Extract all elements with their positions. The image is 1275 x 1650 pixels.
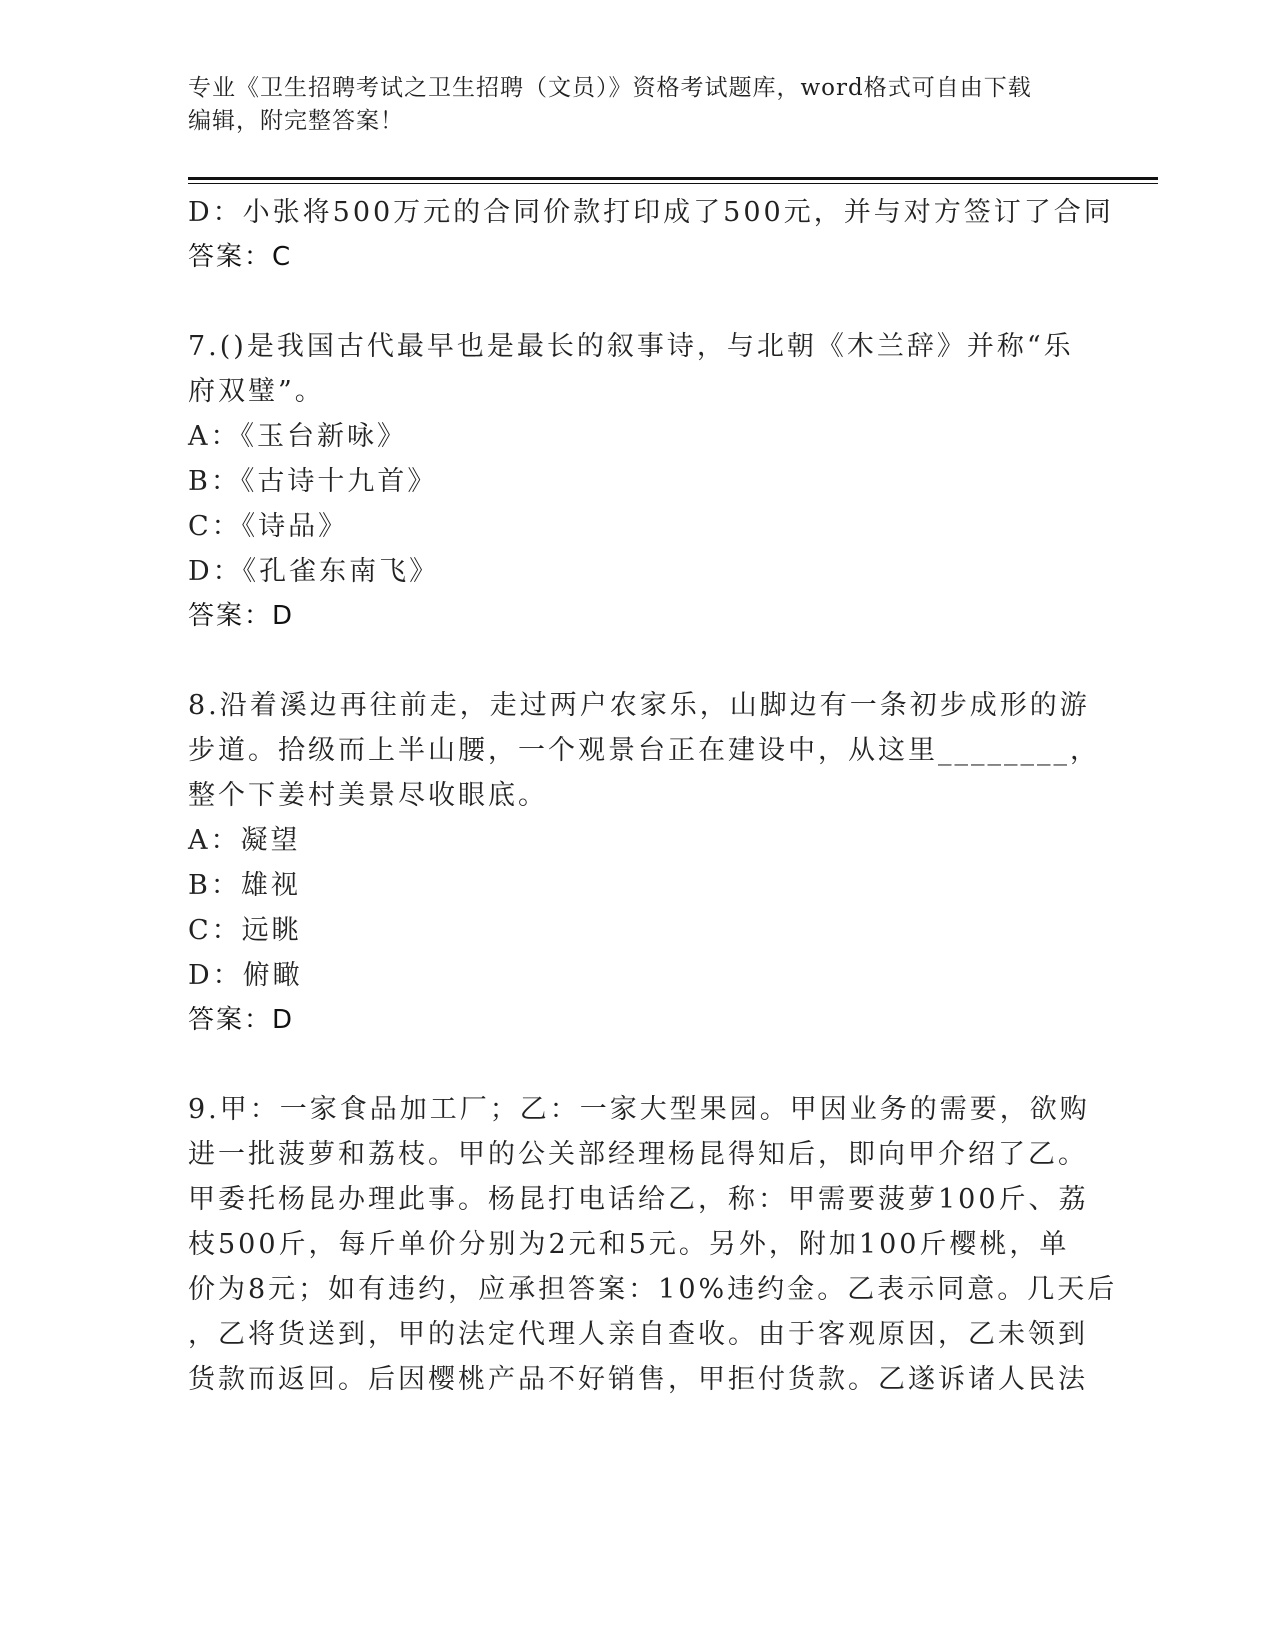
question-stem-line: ，乙将货送到，甲的法定代理人亲自查收。由于客观原因，乙未领到	[188, 1319, 1088, 1350]
option-d: D：小张将500万元的合同价款打印成了500元，并与对方签订了合同	[188, 197, 1114, 228]
question-stem-line: 9.甲：一家食品加工厂；乙：一家大型果园。甲因业务的需要，欲购	[188, 1094, 1090, 1125]
document-header	[188, 72, 1088, 138]
option-b: B：雄视	[188, 870, 301, 901]
header-line-2: 编辑，附完整答案！	[188, 108, 404, 134]
question-9	[188, 1087, 1118, 1402]
question-stem-line: 步道。拾级而上半山腰，一个观景台正在建设中，从这里________，	[188, 735, 1100, 766]
answer-line: 答案：C	[188, 242, 293, 272]
question-stem-line: 价为8元；如有违约，应承担答案：10%违约金。乙表示同意。几天后	[188, 1274, 1118, 1305]
header-divider-thick	[188, 177, 1158, 180]
answer-line: 答案：D	[188, 601, 295, 631]
question-stem-line: 8.沿着溪边再往前走，走过两户农家乐，山脚边有一条初步成形的游	[188, 690, 1090, 721]
option-c: C：《诗品》	[188, 511, 349, 542]
document-body	[188, 190, 1118, 1402]
answer-line: 答案：D	[188, 1005, 295, 1035]
question-stem-line: 进一批菠萝和荔枝。甲的公关部经理杨昆得知后，即向甲介绍了乙。	[188, 1139, 1088, 1170]
option-a: A：《玉台新咏》	[188, 421, 407, 452]
option-a: A：凝望	[188, 825, 301, 856]
question-8	[188, 683, 1100, 1043]
header-line-1: 专业《卫生招聘考试之卫生招聘（文员）》资格考试题库，word格式可自由下载	[188, 75, 1032, 101]
question-stem-line: 7.()是我国古代最早也是最长的叙事诗，与北朝《木兰辞》并称“乐	[188, 331, 1074, 362]
option-d: D：俯瞰	[188, 960, 303, 991]
question-stem-line: 枝500斤，每斤单价分别为2元和5元。另外，附加100斤樱桃，单	[188, 1229, 1070, 1260]
question-stem-line: 整个下姜村美景尽收眼底。	[188, 780, 548, 811]
header-divider-thin	[188, 183, 1158, 184]
option-c: C：远眺	[188, 915, 302, 946]
option-b: B：《古诗十九首》	[188, 466, 438, 497]
question-6-tail	[188, 190, 1114, 280]
question-stem-line: 甲委托杨昆办理此事。杨昆打电话给乙，称：甲需要菠萝100斤、荔	[188, 1184, 1089, 1215]
question-7	[188, 324, 1088, 639]
question-stem-line: 货款而返回。后因樱桃产品不好销售，甲拒付货款。乙遂诉诸人民法	[188, 1364, 1088, 1395]
option-d: D：《孔雀东南飞》	[188, 556, 440, 587]
question-stem-line: 府双璧”。	[188, 376, 325, 407]
